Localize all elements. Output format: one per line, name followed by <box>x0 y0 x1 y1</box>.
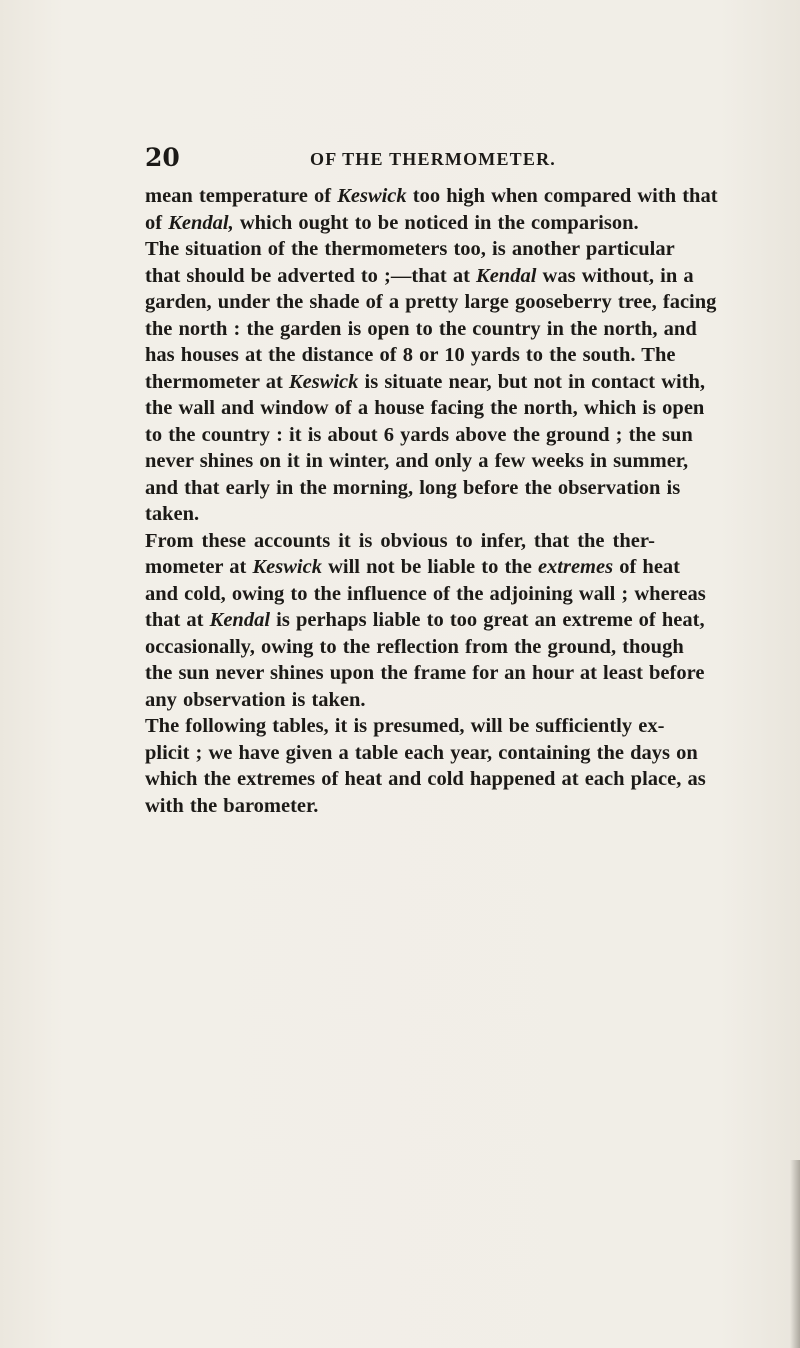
italic-text: extremes <box>537 556 614 578</box>
italic-text: Keswick <box>337 185 407 207</box>
text-line <box>145 342 676 369</box>
text-line <box>145 236 675 263</box>
page-number: 20 <box>145 143 180 172</box>
text-run: taken. <box>145 503 200 525</box>
text-run: mometer at <box>145 556 253 578</box>
text-run: The situation of the thermometers too, is another particular <box>145 238 675 260</box>
text-run: to the country : it is about 6 yards above the ground ; the sun <box>145 423 693 446</box>
text-run: occasionally, owing to the reflection from the ground, though <box>145 635 684 658</box>
text-run: with the barometer. <box>145 794 319 817</box>
text-run: the north : the garden is open to the country in the north, and <box>145 317 697 340</box>
text-run: was without, in a <box>536 264 694 287</box>
italic-text: Kendal, <box>168 211 234 234</box>
text-run: and cold, owing to the influence of the adjoining wall ; whereas <box>145 582 706 605</box>
italic-text: Keswick <box>288 370 359 393</box>
text-line <box>145 475 681 502</box>
text-line <box>145 395 705 422</box>
text-run: any observation is taken. <box>145 688 366 711</box>
italic-text: Keswick <box>252 556 322 578</box>
text-run: of <box>145 211 169 234</box>
text-line <box>145 501 655 528</box>
text-line <box>145 210 655 237</box>
text-line <box>145 634 684 661</box>
text-line <box>145 766 706 793</box>
text-line <box>145 554 680 581</box>
text-run: and that early in the morning, long before the observation is <box>145 476 681 499</box>
page-edge-shadow <box>790 1160 800 1348</box>
text-line <box>145 263 694 290</box>
text-run: mean temperature of <box>145 185 338 207</box>
italic-text: Kendal <box>209 609 271 631</box>
text-line <box>145 581 706 608</box>
text-run: that should be adverted to ;—that at <box>145 264 477 287</box>
text-run: never shines on it in winter, and only a few weeks in summer, <box>145 450 689 472</box>
text-run: has houses at the distance of 8 or 10 yards to the south. The <box>145 344 676 366</box>
text-run: the wall and window of a house facing the north, which is open <box>145 397 705 419</box>
text-run: thermometer at <box>145 370 289 393</box>
text-line <box>145 528 655 555</box>
body-text <box>145 183 718 819</box>
text-line <box>145 369 706 396</box>
text-run: is perhaps liable to too great an extreme of heat, <box>270 609 705 631</box>
text-run: is situate near, but not in contact with, <box>358 370 706 393</box>
text-line <box>145 660 705 687</box>
text-run: the sun never shines upon the frame for an hour at least before <box>145 662 705 684</box>
italic-text: Kendal <box>476 264 537 287</box>
text-line <box>145 607 705 634</box>
running-head <box>145 143 665 173</box>
text-run: garden, under the shade of a pretty large gooseberry tree, facing <box>145 291 717 313</box>
text-run: that at <box>145 609 210 631</box>
text-run: plicit ; we have given a table each year, containing the days on <box>145 741 698 764</box>
text-run: which ought to be noticed in the comparison. <box>233 211 639 234</box>
text-line <box>145 316 697 343</box>
text-line <box>145 713 665 740</box>
text-run: The following tables, it is presumed, will be sufficiently ex- <box>145 715 665 737</box>
text-line <box>145 289 717 316</box>
text-run: too high when compared with that <box>406 185 718 207</box>
text-run: From these accounts it is obvious to infer, that the ther- <box>145 529 655 552</box>
text-line <box>145 687 655 714</box>
text-line <box>145 740 698 767</box>
text-line <box>145 422 693 449</box>
text-line <box>145 793 655 820</box>
text-line <box>145 183 718 210</box>
text-run: which the extremes of heat and cold happened at each place, as <box>145 768 706 790</box>
text-run: of heat <box>613 556 680 578</box>
running-title: OF THE THERMOMETER. <box>310 149 556 169</box>
text-line <box>145 448 689 475</box>
text-run: will not be liable to the <box>321 556 538 578</box>
